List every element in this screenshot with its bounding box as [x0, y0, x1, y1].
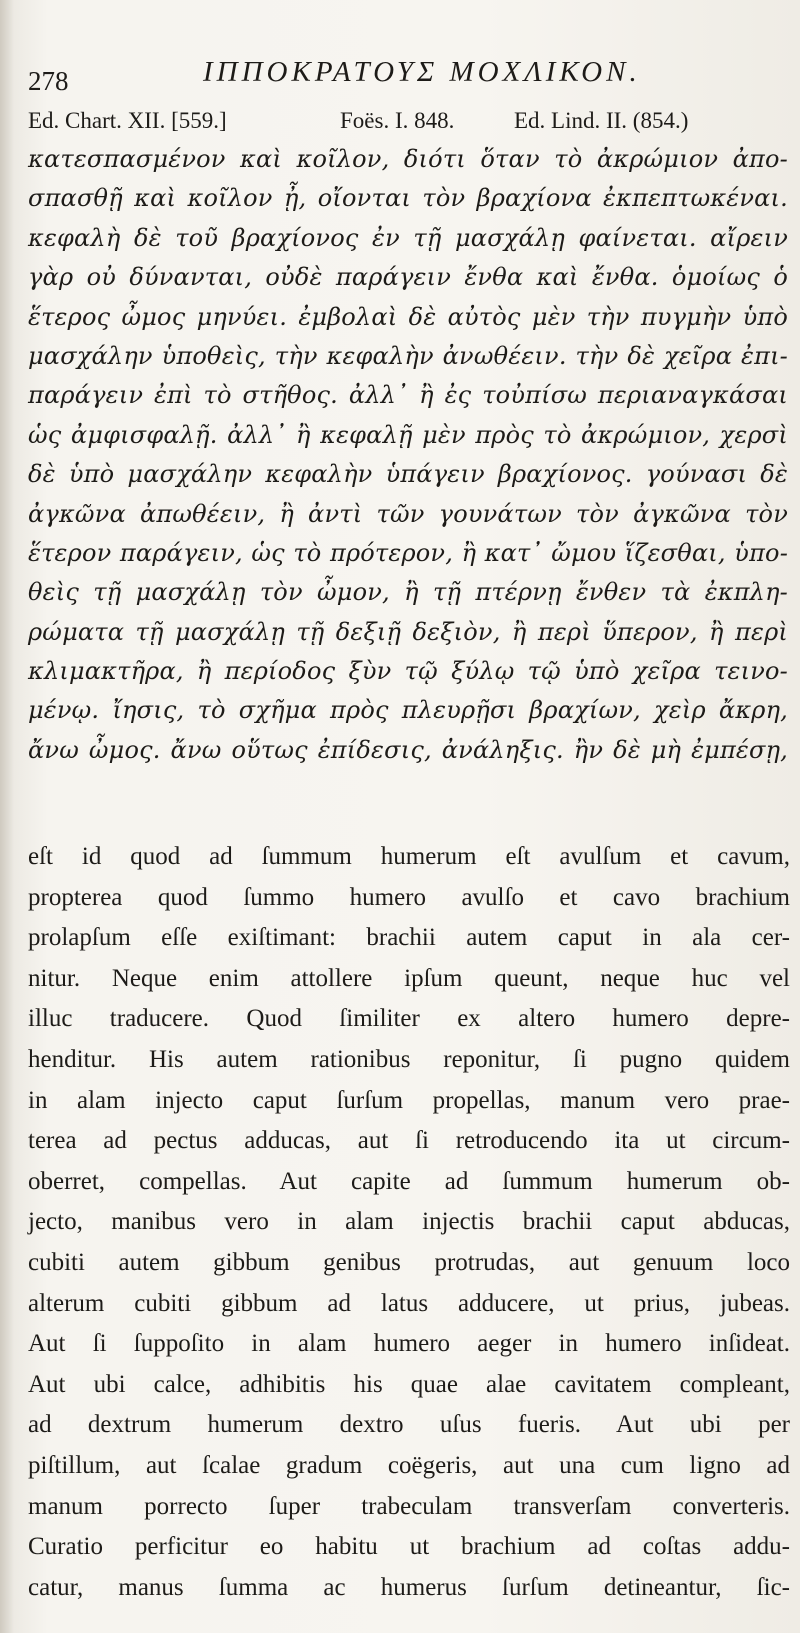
- show-through-offset: [150, 760, 750, 784]
- greek-text-line: ὡς ἀμφισφαλῇ. ἀλλ᾿ ἢ κεφαλῇ μὲν πρὸς τὸ ἀκρώμιον, χερσὶ: [28, 420, 788, 449]
- greek-text-line: μασχάλην ὑποθεὶς, τὴν κεφαλὴν ἀνωθέειν. τὴν δὲ χεῖρα ἐπι-: [28, 341, 788, 370]
- greek-text-line: ἄνω ὦμος. ἄνω οὕτως ἐπίδεσις, ἀνάληξις. ἢν δὲ μὴ ἐμπέσῃ,: [28, 735, 788, 764]
- latin-text-line: nitur. Neque enim attollere ipſum queunt, neque huc vel: [28, 964, 790, 992]
- greek-text-line: κεφαλὴ δὲ τοῦ βραχίονος ἐν τῇ μασχάλῃ φαίνεται. αἴρειν: [28, 223, 788, 252]
- page-spine-shadow: [0, 0, 14, 1633]
- greek-text-line: παράγειν ἐπὶ τὸ στῆθος. ἀλλ᾿ ἢ ἐς τοὐπίσω περιαναγκάσαι: [28, 381, 788, 410]
- latin-text-line: terea ad pectus adducas, aut ſi retroducendo ita ut circum-: [28, 1127, 790, 1155]
- ref-linden: Ed. Lind. II. (854.): [514, 108, 689, 133]
- latin-text-line: henditur. His autem rationibus reponitur, ſi pugno quidem: [28, 1045, 790, 1073]
- ref-foes: Foës. I. 848.: [340, 108, 455, 133]
- greek-text-line: δὲ ὑπὸ μασχάλην κεφαλὴν ὑπάγειν βραχίονος. γούνασι δὲ: [28, 460, 788, 489]
- greek-text-line: κλιμακτῆρα, ἢ περίοδος ξὺν τῷ ξύλῳ τῷ ὑπὸ χεῖρα τεινο-: [28, 657, 788, 686]
- latin-text-line: ad dextrum humerum dextro uſus fueris. Aut ubi per: [28, 1411, 790, 1439]
- greek-text-line: ρώματα τῇ μασχάλῃ τῇ δεξιῇ δεξιὸν, ἢ περὶ ὕπερον, ἢ περὶ: [28, 617, 788, 646]
- edition-references: [28, 108, 788, 140]
- latin-text-line: oberret, compellas. Aut capite ad ſummum humerum ob-: [28, 1167, 790, 1195]
- latin-text-line: Aut ubi calce, adhibitis his quae alae cavitatem compleant,: [28, 1370, 790, 1398]
- latin-text-line: catur, manus ſumma ac humerus ſurſum detineantur, ſic-: [28, 1573, 790, 1601]
- latin-text-line: manum porrecto ſuper trabeculam transverſam converteris.: [28, 1492, 790, 1520]
- latin-text-line: piſtillum, aut ſcalae gradum coëgeris, aut una cum ligno ad: [28, 1451, 790, 1479]
- greek-text-line: κατεσπασμένον καὶ κοῖλον, διότι ὅταν τὸ ἀκρώμιον ἀπο-: [28, 145, 788, 173]
- latin-text-line: eſt id quod ad ſummum humerum eſt avulſum et cavum,: [28, 843, 790, 870]
- latin-text-line: illuc traducere. Quod ſimiliter ex altero humero depre-: [28, 1005, 790, 1033]
- page-number: 278: [28, 66, 69, 96]
- latin-text-line: cubiti autem gibbum genibus protrudas, aut genuum loco: [28, 1248, 790, 1276]
- greek-text-line: ἀγκῶνα ἀπωθέειν, ἢ ἀντὶ τῶν γουνάτων τὸν ἀγκῶνα τὸν: [28, 499, 788, 528]
- latin-text-block: [28, 837, 790, 1608]
- greek-text-line: μένῳ. ἴησις, τὸ σχῆμα πρὸς πλευρῇσι βραχίων, χεὶρ ἄκρη,: [28, 696, 788, 725]
- latin-text-line: in alam injecto caput ſurſum propellas, manum vero prae-: [28, 1086, 790, 1114]
- latin-text-line: propterea quod ſummo humero avulſo et cavo brachium: [28, 883, 790, 911]
- running-title: ΙΠΠΟΚΡΑΤΟΥΣ ΜΟΧΛΙΚΟΝ.: [203, 56, 641, 88]
- greek-text-line: ἕτερον παράγειν, ὡς τὸ πρότερον, ἢ κατ᾿ ὤμου ἵζεσθαι, ὑπο-: [28, 538, 788, 567]
- greek-text-line: γὰρ οὐ δύνανται, οὐδὲ παράγειν ἔνθα καὶ ἔνθα. ὁμοίως ὁ: [28, 263, 788, 292]
- greek-text-line: ἕτερος ὦμος μηνύει. ἐμβολαὶ δὲ αὐτὸς μὲν τὴν πυγμὴν ὑπὸ: [28, 302, 788, 331]
- latin-text-line: jecto, manibus vero in alam injectis brachii caput abducas,: [28, 1208, 790, 1236]
- latin-text-line: Aut ſi ſuppoſito in alam humero aeger in humero inſideat.: [28, 1330, 790, 1358]
- latin-text-line: alterum cubiti gibbum ad latus adducere, ut prius, jubeas.: [28, 1289, 790, 1317]
- page-header: [28, 46, 788, 96]
- greek-text-line: σπασθῇ καὶ κοῖλον ᾖ, οἴονται τὸν βραχίονα ἐκπεπτωκέναι.: [28, 184, 788, 213]
- ref-chartier: Ed. Chart. XII. [559.]: [28, 108, 227, 133]
- latin-text-line: Curatio perficitur eo habitu ut brachium ad coſtas addu-: [28, 1533, 790, 1561]
- latin-text-line: prolapſum eſſe exiſtimant: brachii autem caput in ala cer-: [28, 924, 790, 952]
- greek-text-line: θεὶς τῇ μασχάλῃ τὸν ὦμον, ἢ τῇ πτέρνῃ ἔνθεν τὰ ἐκπλη-: [28, 578, 788, 607]
- greek-text-block: [28, 140, 788, 770]
